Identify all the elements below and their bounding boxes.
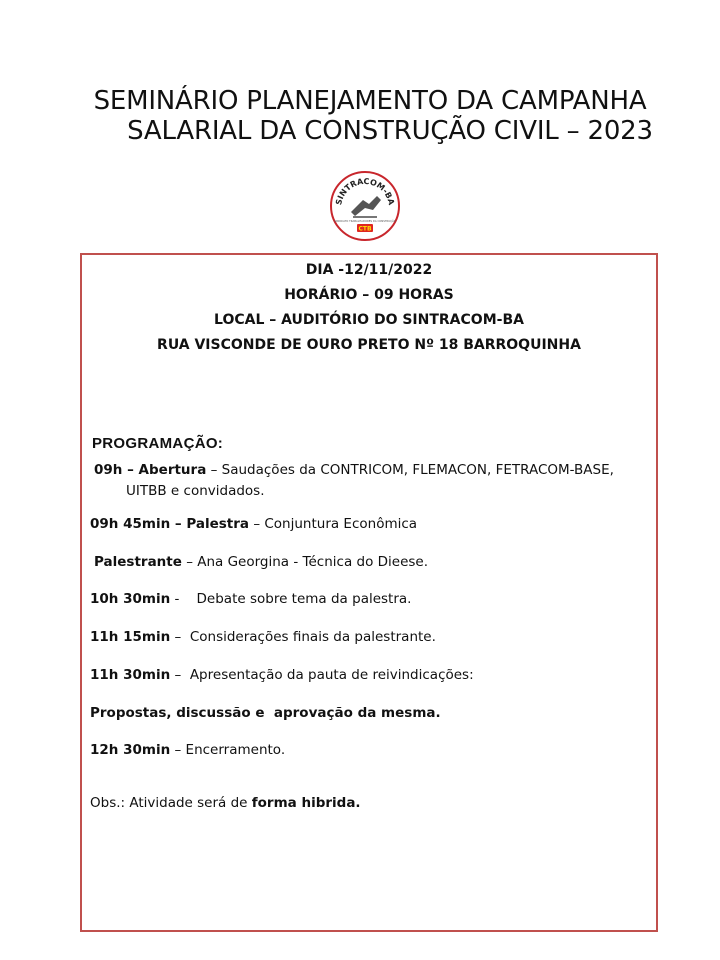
sintracom-logo: [329, 170, 401, 242]
document-title-line1: SEMINÁRIO PLANEJAMENTO DA CAMPANHA: [93, 86, 647, 116]
event-place: LOCAL – AUDITÓRIO DO SINTRACOM-BA: [214, 312, 524, 328]
logo-small-text: SINDICATO TRABALHADORES DA CONSTRUÇÃO: [334, 220, 396, 223]
program-item: 09h 45min – Palestra – Conjuntura Econômica: [90, 516, 418, 532]
program-box: [80, 253, 658, 932]
program-item: 12h 30min – Encerramento.: [90, 742, 286, 758]
program-item: 09h – Abertura – Saudações da CONTRICOM, FLEMACON, FETRACOM-BASE,: [94, 462, 614, 478]
program-item: 11h 15min – Considerações finais da palestrante.: [90, 629, 436, 645]
program-item: Propostas, discussão e aprovação da mesma.: [90, 705, 441, 721]
program-item: 10h 30min - Debate sobre tema da palestra.: [90, 591, 412, 607]
program-heading: PROGRAMAÇÃO:: [92, 435, 224, 452]
document-title-line2: SALARIAL DA CONSTRUÇÃO CIVIL – 2023: [127, 116, 653, 146]
program-item-continuation: UITBB e convidados.: [126, 483, 265, 499]
event-date: DIA -12/11/2022: [305, 262, 433, 278]
logo-ctb-badge: CTB: [358, 225, 372, 233]
program-item: Palestrante – Ana Georgina - Técnica do Dieese.: [94, 554, 429, 570]
program-item: 11h 30min – Apresentação da pauta de reivindicações:: [90, 667, 474, 683]
event-address: RUA VISCONDE DE OURO PRETO Nº 18 BARROQUINHA: [157, 337, 581, 353]
event-time: HORÁRIO – 09 HORAS: [284, 287, 454, 303]
logo-top-text: SINTRACOM-BA: [334, 176, 396, 206]
observation-note: Obs.: Atividade será de forma hibrida.: [90, 795, 361, 811]
